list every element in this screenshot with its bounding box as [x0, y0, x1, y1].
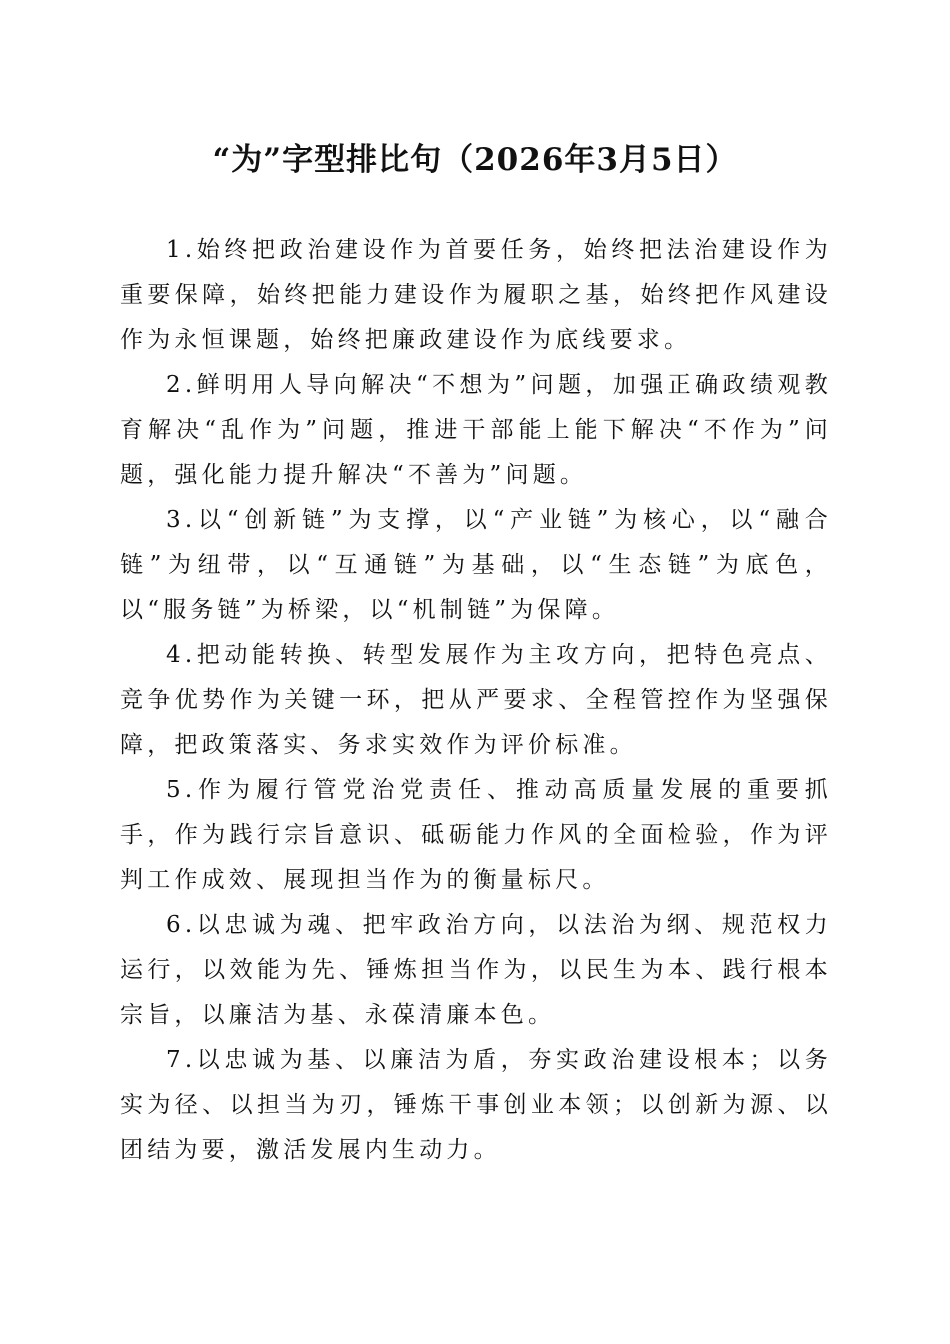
paragraph-6: 6.以忠诚为魂、把牢政治方向，以法治为纲、规范权力运行，以效能为先、锤炼担当作为，以民生为本、践行根本宗旨，以廉洁为基、永葆清廉本色。: [120, 912, 832, 1028]
paragraph-7: 7.以忠诚为基、以廉洁为盾，夯实政治建设根本；以务实为径、以担当为刃，锤炼干事创业本领；以创新为源、以团结为要，激活发展内生动力。: [120, 1047, 832, 1163]
paragraph-1: 1.始终把政治建设作为首要任务，始终把法治建设作为重要保障，始终把能力建设作为履职之基，始终把作风建设作为永恒课题，始终把廉政建设作为底线要求。: [120, 237, 832, 353]
paragraph-4: 4.把动能转换、转型发展作为主攻方向，把特色亮点、竞争优势作为关键一环，把从严要求、全程管控作为坚强保障，把政策落实、务求实效作为评价标准。: [120, 642, 832, 758]
paragraph-5: 5.作为履行管党治党责任、推动高质量发展的重要抓手，作为践行宗旨意识、砥砺能力作风的全面检验，作为评判工作成效、展现担当作为的衡量标尺。: [120, 777, 832, 893]
document-body: [120, 228, 832, 1173]
document-title: “为”字型排比句（2026年3月5日）: [212, 142, 738, 178]
paragraph-3: 3.以“创新链”为支撑，以“产业链”为核心，以“融合链”为纽带，以“互通链”为基础，以“生态链”为底色，以“服务链”为桥梁，以“机制链”为保障。: [120, 507, 832, 623]
paragraph-2: 2.鲜明用人导向解决“不想为”问题，加强正确政绩观教育解决“乱作为”问题，推进干部能上能下解决“不作为”问题，强化能力提升解决“不善为”问题。: [120, 372, 832, 488]
